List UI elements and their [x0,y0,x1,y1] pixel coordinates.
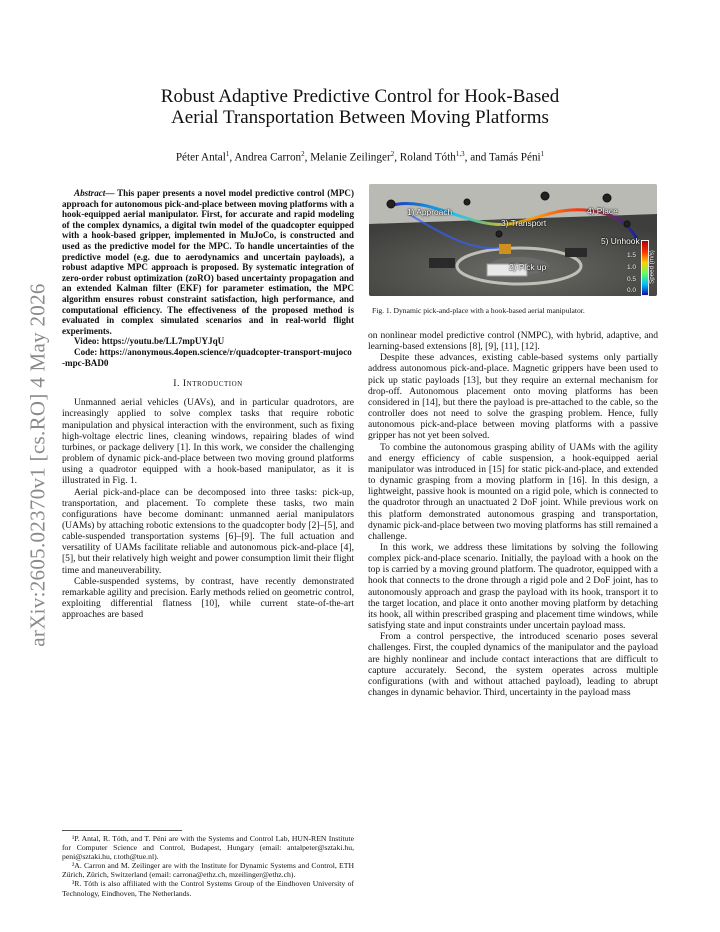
title-line-2: Aerial Transportation Between Moving Platforms [171,107,549,128]
section-title: Introduction [182,378,243,390]
figure-label: 3) Transport [501,218,547,228]
author-affiliation: 1 [540,150,545,158]
colorbar-tick: 1.5 [627,252,637,259]
colorbar-label-container [647,242,657,292]
author-list: Péter Antal$^1$, Andrea Carron$^2$, Melanie Zeilinger$^2$, Roland Tóth$^{1,3}$, and Tamás Péni$^1$ [175,150,545,164]
figure-label: 1) Approach [407,207,453,217]
intro-paragraph: Aerial pick-and-place can be decomposed into three tasks: pick-up, transportation, and placement. To complete these tasks, two main configurations have become dominant: unmanned aerial manipulators (UAMs) by attaching robotic extensions to the quadcopter body [2]–[5], and cable-suspended transportation systems [6]–[9]. The full actuation and versatility of UAMs facilitate reliable and autonomous pick-and-place [4], [5], but their relatively high weight and power consumption limit their flight time and maneuverability. [62,486,354,576]
intro-paragraph: on nonlinear model predictive control (NMPC), with hybrid, adaptive, and learning-based extensions [8], [9], [11], [12]. [368,330,658,353]
author-affiliation: 1 [225,150,230,158]
author-name: Melanie Zeilinger [310,151,391,164]
right-column [368,330,658,698]
footnote-rule [62,830,182,831]
intro-paragraph: Unmanned aerial vehicles (UAVs), and in particular quadrotors, are increasingly applied to solve complex tasks that require robotic manipulation and physical interaction with the environment, such as fixing high-voltage electric lines, cleaning windows, repairing blades of wind turbines, or package delivery [1]. In this work, we consider the challenging problem of dynamic pick-and-place between two moving ground platforms using a quadrotor equipped with a hook-based manipulator, as it is illustrated in Fig. 1. [62,397,354,487]
colorbar-tick: 1.0 [627,264,637,271]
intro-paragraph: To combine the autonomous grasping ability of UAMs with the agility and energy efficiency of cable suspension, a hook-equipped aerial manipulator was introduced in [15] for static pick-and-place, and extended to dynamic grasping from a moving platform in [16]. In this design, a lightweight, passive hook is mounted on a rigid pole, which is connected to the quadrotor through an unactuated 2 DoF joint. While previous work on this platform demonstrated autonomous grasping and transportation, dynamic pick-and-place between two moving platforms has still remained a challenge. [368,441,658,542]
intro-paragraph: In this work, we address these limitations by solving the following complex pick-and-place scenario. Initially, the payload with a hook on the top is carried by a moving ground platform. The quadrotor, equipped with a hook that connects to the drone through a rigid pole and 2 DoF joint, has to autonomously approach and grasp the payload with its hook, transport it to the target location, and place it onto another moving platform by detaching its hook, all within prescribed grasping and placement time windows, while satisfying state and input constraints under uncertain payload mass. [368,541,658,632]
footnotes [62,830,354,898]
author-name: Roland Tóth [399,151,456,164]
colorbar-label: Speed (m/s) [648,250,656,284]
video-link[interactable]: Video: https://youtu.be/LL7mpUYJqU [74,336,225,347]
figure-label: 2) Pick up [509,262,547,272]
code-link[interactable]: Code: https://anonymous.4open.science/r/quadcopter-transport-mujoco-mpc-BAD0 [62,346,352,368]
author-affiliation: 2 [301,150,305,158]
author-affiliation: 1,3 [455,150,465,158]
left-column [62,188,354,620]
intro-paragraph: Cable-suspended systems, by contrast, have recently demonstrated remarkable agility and precision. Early methods relied on geometric control, exploiting differential flatness [10], while current state-of-the-art approaches are based [62,575,354,621]
author-name: Péter Antal [175,151,226,164]
title-line-1: Robust Adaptive Predictive Control for Hook-Based [160,86,560,107]
arxiv-stamp: arXiv:2605.02370v1 [cs.RO] 4 May 2026 [25,283,50,647]
figure-caption: Fig. 1. Dynamic pick-and-place with a hook-based aerial manipulator. [372,306,585,315]
abstract-text: — This paper presents a novel model predictive control (MPC) approach for autonomous pick-and-place between moving platforms with a hook-equipped aerial manipulator. First, for accurate and rapid modeling of the complex dynamics, a digital twin model of the quadcopter equipped with a hook-based gripper, implemented in MuJoCo, is constructed and used as the predictive model for the MPC. To handle uncertainties of the predictive model (e.g. due to aerodynamics and uncertain payloads), a robust adaptive MPC approach is proposed. By systematic integration of zero-order robust optimization (zoRO) based uncertainty propagation and an extended Kalman filter (EKF) for parameter estimation, the MPC algorithm ensures robust constraint satisfaction, high performance, and computational efficiency. The effectiveness of the proposed method is evaluated in complex simulated scenarios and in real-world flight experiments. [62,188,354,336]
figure-label: 5) Unhook [601,236,640,246]
colorbar-tick: 0.0 [627,287,637,294]
author-affiliation: 2 [390,150,395,158]
author-name: Tamás Péni [488,151,541,164]
section-number: I. [173,378,180,390]
abstract-label: Abstract [74,188,106,198]
figure-1-image [369,184,657,296]
arxiv-stamp-container [8,255,68,675]
figure-label: 4) Place [587,206,618,216]
intro-paragraph: From a control perspective, the introduced scenario poses several challenges. First, the coupled dynamics of the manipulator and the payload are highly nonlinear and include contact interactions that are difficult to capture accurately. Second, the system operates across multiple configurations (with and without attached payload), leading to abrupt changes in dynamic behavior. Third, uncertainty in the payload mass [368,631,658,698]
abstract [62,188,354,336]
intro-paragraph: Despite these advances, existing cable-based systems only partially address autonomous pick-and-place. Magnetic grippers have been used to pick up static payloads [13], but they require an external mechanism for drop-off. Autonomous placement onto moving platforms has been considered in [14], but there the payload is pre-attached to the cable, so the controller does not need to solve the grasping problem. Hence, fully autonomous pick-and-place between moving platforms with a passive gripper has not yet been solved. [368,352,658,442]
paper-title [80,86,640,128]
colorbar-tick: 0.5 [627,276,637,283]
footnote: ²A. Carron and M. Zeilinger are with the Institute for Dynamic Systems and Control, ETH Zürich, Zürich, Switzerland (email: carrona@ethz.ch, mzeilinger@ethz.ch). [62,861,354,880]
footnote: ³R. Tóth is also affiliated with the Control Systems Group of the Eindhoven University of Technology, Eindhoven, The Netherlands. [62,879,354,898]
section-heading [62,378,354,389]
author-name: Andrea Carron [234,151,302,164]
footnote: ¹P. Antal, R. Tóth, and T. Péni are with the Systems and Control Lab, HUN-REN Institute for Computer Science and Control, Budapest, Hungary (email: antalpeter@sztaki.hu, peni@sztaki.hu, r.toth@tue.nl). [62,834,354,862]
